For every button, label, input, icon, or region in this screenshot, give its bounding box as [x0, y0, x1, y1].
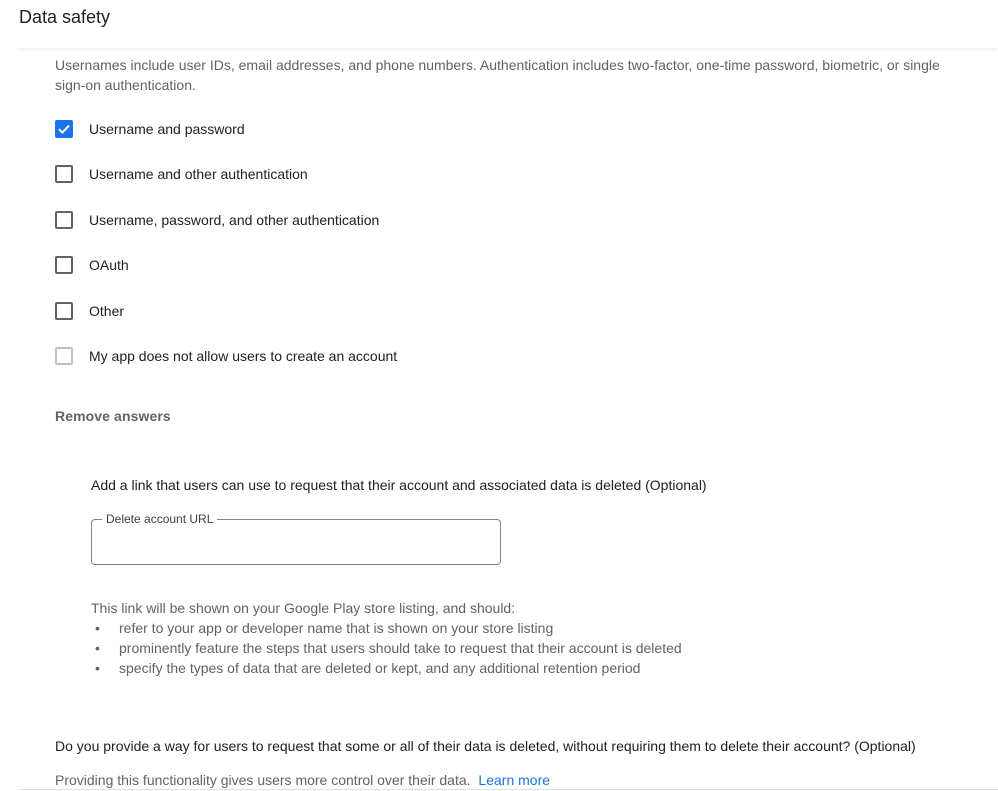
checkbox-unchecked-icon[interactable] [55, 211, 73, 229]
help-item-text: refer to your app or developer name that is shown on your store listing [119, 620, 554, 636]
help-list-item [91, 618, 791, 638]
delete-account-url-input[interactable] [104, 530, 488, 554]
checkbox-username-password[interactable] [55, 119, 245, 139]
help-list [91, 618, 791, 678]
delete-link-help [91, 598, 791, 678]
checkbox-disabled-icon[interactable] [55, 347, 73, 365]
checkbox-unchecked-icon[interactable] [55, 256, 73, 274]
partial-deletion-question: Do you provide a way for users to request that some or all of their data is deleted, without requiring them to delete their account? (Optional) [55, 738, 916, 754]
checkbox-checked-icon[interactable] [55, 120, 73, 138]
page-title: Data safety [19, 7, 111, 27]
help-list-item [91, 658, 791, 678]
checkbox-label: Other [89, 303, 125, 319]
help-item-text: prominently feature the steps that users should take to request that their account is deleted [119, 640, 682, 656]
checkbox-label: My app does not allow users to create an account [89, 348, 398, 364]
partial-deletion-text: Providing this functionality gives users more control over their data. [55, 772, 471, 788]
checkbox-other[interactable] [55, 301, 124, 321]
page-header [0, 0, 998, 48]
checkbox-username-other-auth[interactable] [55, 164, 308, 184]
help-intro: This link will be shown on your Google Play store listing, and should: [91, 600, 516, 616]
help-item-text: specify the types of data that are deleted or kept, and any additional retention period [119, 660, 641, 676]
checkbox-label: OAuth [89, 257, 129, 273]
delete-account-prompt: Add a link that users can use to request that their account and associated data is deleted (Optional) [91, 477, 707, 493]
checkbox-username-password-other-auth[interactable] [55, 210, 379, 230]
bullet-icon: • [95, 620, 100, 636]
section-divider [18, 789, 998, 790]
bullet-icon: • [95, 640, 100, 656]
delete-account-url-field[interactable] [91, 512, 501, 565]
url-field-label: Delete account URL [102, 512, 217, 526]
learn-more-link[interactable]: Learn more [478, 772, 551, 788]
checkbox-label: Username and other authentication [89, 166, 308, 182]
checkbox-no-account[interactable] [55, 346, 397, 366]
checkbox-unchecked-icon[interactable] [55, 302, 73, 320]
help-list-item [91, 638, 791, 658]
checkbox-unchecked-icon[interactable] [55, 165, 73, 183]
checkbox-label: Username and password [89, 121, 245, 137]
partial-deletion-description [55, 770, 550, 790]
bullet-icon: • [95, 660, 100, 676]
checkmark-icon [57, 122, 71, 136]
checkbox-oauth[interactable] [55, 255, 129, 275]
intro-description: Usernames include user IDs, email addresses, and phone numbers. Authentication includes two-factor, one-time password, biometric, or single sign-on authentication. [55, 57, 940, 93]
checkbox-label: Username, password, and other authentication [89, 212, 380, 228]
remove-answers-button[interactable]: Remove answers [55, 408, 171, 424]
